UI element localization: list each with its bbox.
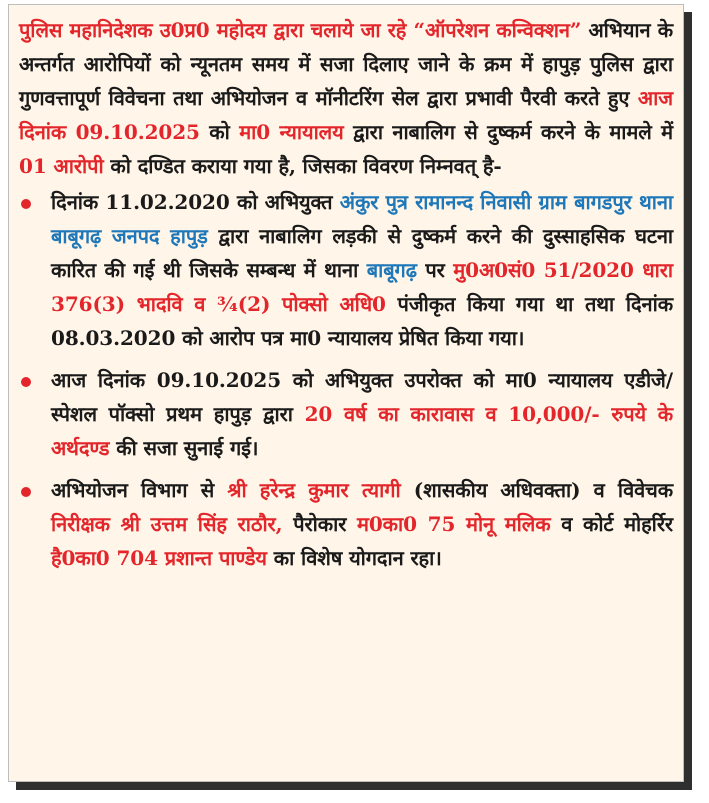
intro-text: को दण्डित कराया गया है, जिसका विवरण निम्नवत् है- xyxy=(103,154,502,178)
investigator-highlight: निरीक्षक श्री उत्तम सिंह राठौर, xyxy=(51,512,283,536)
operation-conviction-text: पुलिस महानिदेशक उ0प्र0 महोदय द्वारा चलाये जा रहे “ऑपरेशन कन्विक्शन” xyxy=(19,18,582,42)
item-text: अभियोजन विभाग से xyxy=(51,478,228,502)
bullet-icon xyxy=(21,199,31,209)
accused-count-highlight: 01 आरोपी xyxy=(19,154,104,178)
intro-text: द्वारा नाबालिग से दुष्कर्म करने के मामले में xyxy=(343,120,674,144)
court-highlight: मा0 न्यायालय xyxy=(239,120,344,144)
item-text: दिनांक 11.02.2020 को अभियुक्त xyxy=(51,190,340,214)
item-text: पर xyxy=(416,258,454,282)
bullet-icon xyxy=(21,377,31,387)
bullet-icon xyxy=(21,487,31,497)
list-item-contributors xyxy=(19,473,673,575)
intro-text: को xyxy=(199,120,240,144)
list-item-sentence xyxy=(19,363,673,465)
item-text: (शासकीय अधिवक्ता) व विवेचक xyxy=(400,478,674,502)
intro-text: अभियान के अन्तर्गत आरोपियों को न्यूनतम समय में सजा दिलाए जाने के क्रम में हापुड़ पुलिस द्वारा गुणवत्तापूर्ण विवेचना तथा अभियोजन व मॉनीटरिंग सेल द्वारा प्रभावी पैरवी करते हुए xyxy=(19,18,673,110)
case-number-highlight: मु0अ0सं0 51/2020 धारा 376(3) भादवि व ¾(2) पोक्सो अधि0 xyxy=(51,258,673,316)
police-station-highlight: बाबूगढ़ xyxy=(366,258,417,282)
item-text: का विशेष योगदान रहा। xyxy=(266,546,442,570)
item-text: पंजीकृत किया गया था तथा दिनांक 08.03.2020 को आरोप पत्र मा0 न्यायालय प्रेषित किया गया। xyxy=(51,292,673,350)
court-moharrir-highlight: है0का0 704 प्रशान्त पाण्डेय xyxy=(51,546,267,570)
item-text: की सजा सुनाई गई। xyxy=(109,436,259,460)
prosecutor-highlight: श्री हरेन्द्र कुमार त्यागी xyxy=(227,478,401,502)
list-item-incident xyxy=(19,185,673,355)
item-text: व कोर्ट मोहर्रिर xyxy=(550,512,673,536)
pairokar-highlight: म0का0 75 मोनू मलिक xyxy=(357,512,551,536)
item-text: आज दिनांक 09.10.2025 को अभियुक्त उपरोक्त को मा0 न्यायालय एडीजे/स्पेशल पॉक्सो प्रथम हापुड़ द्वारा xyxy=(51,368,673,426)
date-highlight: आज दिनांक 09.10.2025 xyxy=(19,86,673,144)
item-text: पैरोकार xyxy=(282,512,357,536)
press-note-card xyxy=(8,4,684,782)
intro-paragraph xyxy=(19,13,673,183)
details-list xyxy=(19,185,673,575)
item-text: द्वारा नाबालिग लड़की से दुष्कर्म करने की दुस्साहसिक घटना कारित की गई थी जिसके सम्बन्ध में थाना xyxy=(51,224,673,282)
accused-name-highlight: अंकुर पुत्र रामानन्द निवासी ग्राम बागडपुर थाना बाबूगढ़ जनपद हापुड़ xyxy=(51,190,673,248)
sentence-highlight: 20 वर्ष का कारावास व 10,000/- रुपये के अर्थदण्ड xyxy=(51,402,673,460)
